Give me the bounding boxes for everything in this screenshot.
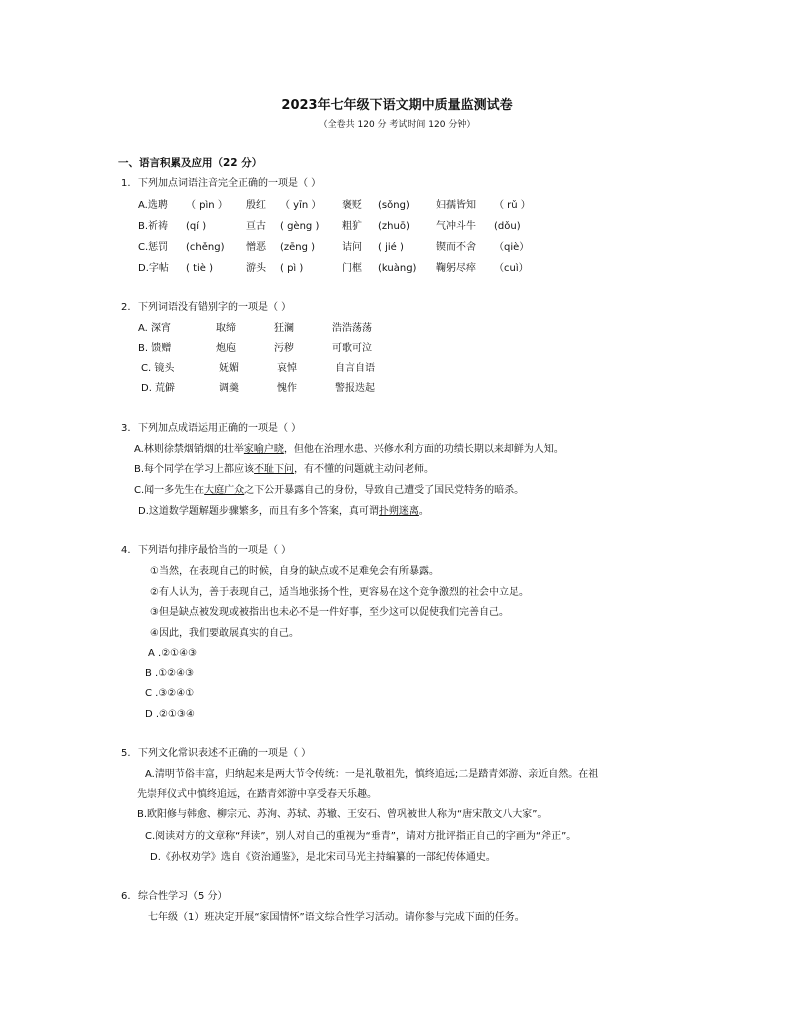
option-row — [138, 221, 521, 233]
option-c: C.阅读对方的文章称“拜读”，别人对自己的重视为“垂青”，请对方批评指正自己的字画为“斧正”。 — [145, 831, 577, 842]
option-text: 。 — [418, 506, 429, 517]
pinyin: ( pì ) — [280, 263, 304, 274]
option-row — [138, 343, 372, 355]
option-word: 哀悼 — [277, 363, 297, 374]
option-row — [138, 200, 531, 212]
option-word: 亘古 — [246, 221, 266, 232]
option-word: D. 荒僻 — [141, 383, 176, 394]
option-row — [138, 263, 529, 275]
option-word: 狂澜 — [274, 323, 294, 334]
pinyin: (zhuō) — [378, 221, 410, 232]
option-row — [141, 363, 375, 375]
option-row — [138, 242, 529, 254]
option-word: B. 馈赠 — [138, 343, 172, 354]
pinyin: (dǒu) — [494, 221, 521, 232]
pinyin: （ rǔ ） — [494, 200, 531, 211]
sentence: ④因此，我们要敢展真实的自己。 — [150, 628, 299, 639]
pinyin: (zēng ) — [280, 242, 316, 253]
pinyin: （ yīn ） — [280, 200, 322, 211]
section-heading: 一、语言积累及应用（22 分） — [118, 157, 263, 169]
option-word: 可歌可泣 — [332, 343, 372, 354]
question-number: 1. — [121, 178, 131, 189]
option-b: B.欧阳修与韩愈、柳宗元、苏洵、苏轼、苏辙、王安石、曾巩被世人称为“唐宋散文八大家”。 — [137, 809, 548, 820]
question-stem: 下列语句排序最恰当的一项是（ ） — [138, 545, 292, 556]
idiom: 家喻户晓 — [243, 444, 284, 455]
option-word: 取缔 — [216, 323, 236, 334]
option-word: 警报迭起 — [335, 383, 375, 394]
option-b — [134, 464, 434, 476]
pinyin: （ pìn ） — [186, 200, 228, 211]
idiom: 不耻下问 — [254, 464, 295, 475]
question-title: 综合性学习（5 分） — [138, 891, 228, 902]
sentence: ①当然，在表现自己的时候，自身的缺点或不足难免会有所暴露。 — [150, 566, 439, 577]
option-row — [141, 383, 375, 395]
option-word: 污秽 — [274, 343, 294, 354]
question-stem: 下列词语没有错别字的一项是（ ） — [138, 302, 292, 313]
question-number: 4. — [121, 545, 131, 556]
idiom: 大庭广众 — [204, 485, 245, 496]
option-text: A.林则徐禁烟销烟的壮举 — [134, 444, 244, 455]
option-word: 游头 — [246, 263, 266, 274]
option-text: C.闻一多先生在 — [134, 485, 205, 496]
option-word: 气冲斗牛 — [436, 221, 476, 232]
option-word: 憎恶 — [246, 242, 266, 253]
option-word: 诘问 — [342, 242, 362, 253]
pinyin: (sǒng) — [378, 200, 410, 211]
pinyin: (qí ) — [186, 221, 207, 232]
option-word: A. 深宵 — [138, 323, 172, 334]
option-d: D .②①③④ — [145, 709, 195, 720]
pinyin: (kuàng) — [378, 263, 417, 274]
exam-subtitle: （全卷共 120 分 考试时间 120 分钟） — [318, 120, 476, 130]
option-row — [138, 323, 372, 335]
option-text: 之下公开暴露自己的身份，导致自己遭受了国民党特务的暗杀。 — [244, 485, 525, 496]
option-word: B.祈祷 — [138, 221, 169, 232]
sentence: ②有人认为，善于表现自己，适当地张扬个性，更容易在这个竞争激烈的社会中立足。 — [150, 587, 529, 598]
option-text: B.每个同学在学习上都应该 — [134, 464, 255, 475]
question-number: 2. — [121, 302, 131, 313]
option-c: C .③②④① — [145, 688, 195, 699]
option-a — [134, 444, 564, 456]
pinyin: (chěng) — [186, 242, 225, 253]
question-number: 6. — [121, 891, 131, 902]
option-word: C. 镜头 — [141, 363, 175, 374]
option-a-continued: 先崇拜仪式中慎终追远，在踏青郊游中享受春天乐趣。 — [137, 789, 377, 800]
option-text: ，但他在治理水患、兴修水利方面的功绩长期以来却鲜为人知。 — [283, 444, 564, 455]
option-a: A.清明节俗丰富，归纳起来是两大节令传统：一是礼敬祖先，慎终追远;二是踏青郊游、亲近自然。在祖 — [145, 769, 599, 780]
option-word: 炮庖 — [216, 343, 236, 354]
question-number: 5. — [121, 748, 131, 759]
option-c — [134, 485, 524, 497]
option-d — [138, 506, 429, 518]
idiom: 扑朔迷离 — [378, 506, 419, 517]
option-d: D.《孙权劝学》选自《资治通鉴》，是北宋司马光主持编纂的一部纪传体通史。 — [150, 852, 496, 863]
option-word: 自言自语 — [335, 363, 375, 374]
pinyin: （cuì） — [494, 263, 529, 274]
question-stem: 下列文化常识表述不正确的一项是（ ） — [138, 748, 312, 759]
sentence: ③但是缺点被发现或被指出也未必不是一件好事，至少这可以促使我们完善自己。 — [150, 607, 509, 618]
option-word: 调羹 — [219, 383, 239, 394]
option-text: ，有不懂的问题就主动问老师。 — [294, 464, 435, 475]
option-word: 鞠躬尽瘁 — [436, 263, 476, 274]
pinyin: ( jié ) — [378, 242, 404, 253]
option-word: 殷红 — [246, 200, 266, 211]
option-b: B .①②④③ — [145, 668, 195, 679]
option-word: 门框 — [342, 263, 362, 274]
option-word: D.字帖 — [138, 263, 169, 274]
question-text: 七年级（1）班决定开展“家国情怀”语文综合性学习活动。请你参与完成下面的任务。 — [148, 912, 525, 923]
option-word: 妩媚 — [219, 363, 239, 374]
option-a: A .②①④③ — [148, 648, 198, 659]
option-word: 粗犷 — [342, 221, 362, 232]
pinyin: ( tiè ) — [186, 263, 214, 274]
question-stem: 下列加点成语运用正确的一项是（ ） — [138, 423, 302, 434]
option-text: D.这道数学题解题步骤繁多，而且有多个答案，真可谓 — [138, 506, 379, 517]
option-word: C.惩罚 — [138, 242, 169, 253]
question-number: 3. — [121, 423, 131, 434]
pinyin: （qiè） — [494, 242, 530, 253]
option-word: A.选聘 — [138, 200, 168, 211]
option-word: 浩浩荡荡 — [332, 323, 372, 334]
option-word: 妇孺皆知 — [436, 200, 476, 211]
question-stem: 下列加点词语注音完全正确的一项是（ ） — [138, 178, 322, 189]
exam-title: 2023年七年级下语文期中质量监测试卷 — [281, 98, 513, 113]
pinyin: ( gèng ) — [280, 221, 320, 232]
option-word: 褒贬 — [342, 200, 362, 211]
option-word: 愧作 — [277, 383, 297, 394]
option-word: 锲而不舍 — [436, 242, 476, 253]
